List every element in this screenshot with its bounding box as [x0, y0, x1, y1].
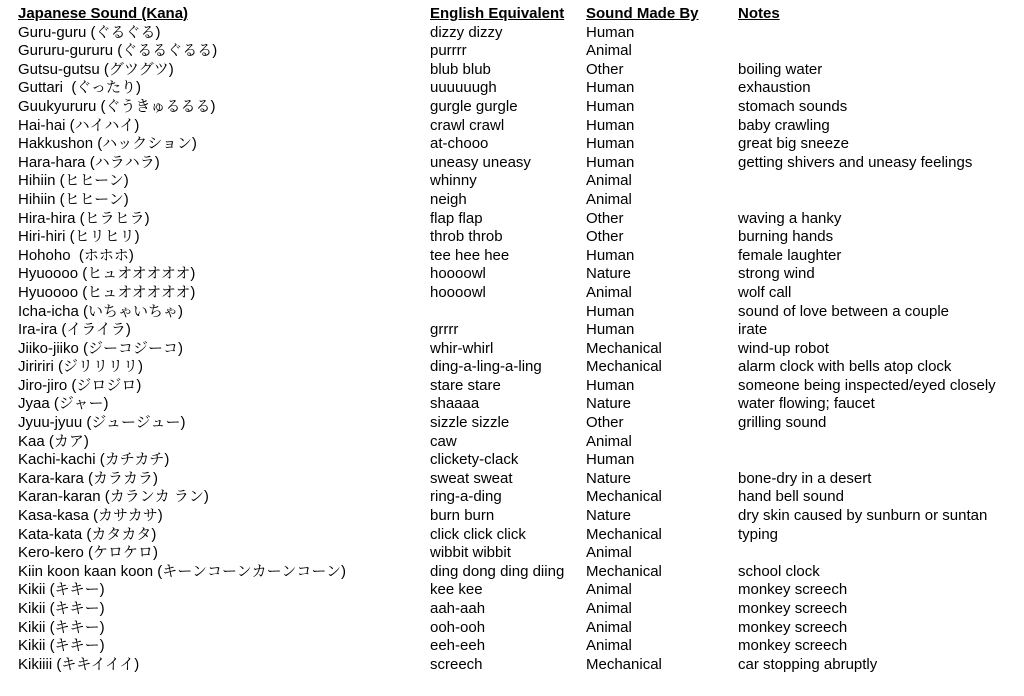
sound-made-by-cell: Human	[586, 97, 635, 115]
sound-made-by-cell: Nature	[586, 507, 632, 525]
english-equivalent-cell: ring-a-ding	[430, 488, 502, 506]
table-row	[18, 284, 1016, 303]
sound-made-by-cell: Animal	[586, 618, 632, 636]
table-row	[18, 358, 1016, 377]
english-equivalent-cell: dizzy dizzy	[430, 23, 503, 41]
sound-made-by-cell: Mechanical	[586, 339, 662, 357]
english-equivalent-cell: ding dong ding diing	[430, 562, 565, 580]
sound-made-by-cell: Human	[586, 153, 635, 171]
table-row	[18, 321, 1016, 340]
kana-cell: Hiri-hiri (ヒリヒリ)	[18, 228, 140, 246]
kana-cell: Kaa (カア)	[18, 432, 89, 450]
english-equivalent-cell: sizzle sizzle	[430, 414, 510, 432]
notes-cell: bone-dry in a desert	[738, 469, 872, 487]
english-equivalent-cell: burn burn	[430, 507, 495, 525]
kana-cell: Guttari (ぐったり)	[18, 79, 142, 97]
column-header-notes-label: Notes	[738, 5, 780, 22]
table-row	[18, 488, 1016, 507]
table-row	[18, 303, 1016, 322]
table-row	[18, 377, 1016, 396]
table-row	[18, 191, 1016, 210]
english-equivalent-cell: stare stare	[430, 376, 501, 394]
sound-made-by-cell: Human	[586, 135, 635, 153]
table-row	[18, 42, 1016, 61]
notes-cell	[738, 42, 1016, 61]
table-row	[18, 451, 1016, 470]
column-header-notes	[738, 5, 1016, 24]
kana-cell: Kikii (キキー)	[18, 581, 105, 599]
column-header-sound-made-by	[586, 5, 738, 24]
kana-cell: Kero-kero (ケロケロ)	[18, 544, 159, 562]
table-row	[18, 433, 1016, 452]
sound-made-by-cell: Human	[586, 79, 635, 97]
notes-cell: hand bell sound	[738, 488, 844, 506]
english-equivalent-cell: eeh-eeh	[430, 637, 486, 655]
notes-cell: grilling sound	[738, 414, 827, 432]
kana-cell: Hakkushon (ハックション)	[18, 135, 197, 153]
sound-made-by-cell: Nature	[586, 469, 632, 487]
sound-made-by-cell: Mechanical	[586, 562, 662, 580]
kana-cell: Hohoho (ホホホ)	[18, 246, 134, 264]
english-equivalent-cell: ding-a-ling-a-ling	[430, 358, 542, 376]
column-header-japanese-sound	[18, 5, 430, 24]
english-equivalent-cell: gurgle gurgle	[430, 97, 518, 115]
kana-cell: Kikiiii (キキイイイ)	[18, 655, 140, 673]
english-equivalent-cell: whir-whirl	[430, 339, 494, 357]
english-equivalent-cell: purrrr	[430, 42, 467, 60]
english-equivalent-cell: throb throb	[430, 228, 503, 246]
column-header-english-equivalent-label: English Equivalent	[430, 5, 565, 22]
english-equivalent-cell: tee hee hee	[430, 246, 510, 264]
notes-cell	[738, 544, 1016, 563]
sound-made-by-cell: Animal	[586, 42, 632, 60]
sound-made-by-cell: Human	[586, 321, 635, 339]
notes-cell: monkey screech	[738, 637, 848, 655]
table-row	[18, 656, 1016, 675]
kana-cell: Jiiko-jiiko (ジーコジーコ)	[18, 339, 184, 357]
notes-cell: monkey screech	[738, 600, 848, 617]
english-equivalent-cell: uneasy uneasy	[430, 153, 531, 171]
sound-made-by-cell: Other	[586, 414, 624, 432]
kana-cell: Kara-kara (カラカラ)	[18, 469, 159, 487]
table-body	[18, 24, 1016, 675]
english-equivalent-cell: sweat sweat	[430, 469, 513, 487]
notes-cell: stomach sounds	[738, 97, 848, 115]
kana-cell: Hihiin (ヒヒーン)	[18, 172, 129, 190]
english-equivalent-cell: crawl crawl	[430, 116, 505, 134]
sound-made-by-cell: Animal	[586, 544, 632, 562]
notes-cell: boiling water	[738, 60, 823, 78]
sound-made-by-cell: Human	[586, 451, 635, 469]
table-row	[18, 340, 1016, 359]
english-equivalent-cell: shaaaa	[430, 395, 480, 413]
notes-cell	[738, 24, 1016, 43]
sound-made-by-cell: Human	[586, 376, 635, 394]
kana-cell: Kikii (キキー)	[18, 600, 105, 617]
kana-cell: Jiririri (ジリリリリ)	[18, 358, 143, 376]
english-equivalent-cell: hoooowl	[430, 265, 486, 283]
sound-made-by-cell: Animal	[586, 283, 632, 301]
kana-cell: Kasa-kasa (カサカサ)	[18, 507, 163, 525]
notes-cell	[738, 433, 1016, 452]
english-equivalent-cell: whinny	[430, 172, 477, 190]
notes-cell: sound of love between a couple	[738, 302, 949, 320]
column-header-english-equivalent	[430, 5, 586, 24]
kana-cell: Icha-icha (いちゃいちゃ)	[18, 302, 184, 320]
english-equivalent-cell: at-chooo	[430, 135, 489, 153]
english-equivalent-cell	[430, 303, 586, 322]
table-row	[18, 172, 1016, 191]
sound-made-by-cell: Human	[586, 246, 635, 264]
kana-cell: Kata-kata (カタカタ)	[18, 525, 157, 543]
notes-cell: alarm clock with bells atop clock	[738, 358, 952, 376]
notes-cell: monkey screech	[738, 581, 848, 599]
table-row	[18, 228, 1016, 247]
english-equivalent-cell: flap flap	[430, 209, 483, 227]
table-row	[18, 544, 1016, 563]
kana-cell: Hyuoooo (ヒュオオオオオ)	[18, 283, 196, 301]
table-row	[18, 24, 1016, 43]
english-equivalent-cell: grrrr	[430, 321, 459, 339]
table-row	[18, 265, 1016, 284]
kana-cell: Kikii (キキー)	[18, 618, 105, 636]
english-equivalent-cell: kee kee	[430, 581, 483, 599]
table-row	[18, 247, 1016, 266]
notes-cell: getting shivers and uneasy feelings	[738, 153, 973, 171]
table-row	[18, 414, 1016, 433]
notes-cell: exhaustion	[738, 79, 811, 97]
notes-cell: burning hands	[738, 228, 834, 246]
sound-made-by-cell: Animal	[586, 190, 632, 208]
sound-made-by-cell: Human	[586, 23, 635, 41]
notes-cell: baby crawling	[738, 116, 830, 134]
notes-cell: dry skin caused by sunburn or suntan	[738, 507, 988, 525]
sound-made-by-cell: Animal	[586, 637, 632, 655]
notes-cell	[738, 172, 1016, 191]
table-row	[18, 581, 1016, 600]
kana-cell: Kikii (キキー)	[18, 637, 105, 655]
kana-cell: Karan-karan (カランカ ラン)	[18, 488, 209, 506]
notes-cell: great big sneeze	[738, 135, 849, 153]
kana-cell: Hira-hira (ヒラヒラ)	[18, 209, 150, 227]
sound-made-by-cell: Mechanical	[586, 525, 662, 543]
kana-cell: Hara-hara (ハラハラ)	[18, 153, 160, 171]
sound-made-by-cell: Animal	[586, 581, 632, 599]
table-row	[18, 117, 1016, 136]
table-row	[18, 526, 1016, 545]
table-row	[18, 210, 1016, 229]
kana-cell: Kachi-kachi (カチカチ)	[18, 451, 170, 469]
notes-cell: water flowing; faucet	[738, 395, 875, 413]
english-equivalent-cell: ooh-ooh	[430, 618, 486, 636]
sound-made-by-cell: Mechanical	[586, 488, 662, 506]
sound-made-by-cell: Mechanical	[586, 655, 662, 673]
table-row	[18, 619, 1016, 638]
notes-cell: typing	[738, 525, 779, 543]
table-header-row	[18, 5, 1016, 24]
english-equivalent-cell: caw	[430, 432, 457, 450]
sound-made-by-cell: Other	[586, 60, 624, 78]
notes-cell: irate	[738, 321, 768, 339]
kana-cell: Hai-hai (ハイハイ)	[18, 116, 140, 134]
table-row	[18, 637, 1016, 656]
kana-cell: Jiro-jiro (ジロジロ)	[18, 376, 142, 394]
kana-cell: Ira-ira (イライラ)	[18, 321, 131, 339]
notes-cell	[738, 451, 1016, 470]
column-header-japanese-sound-label: Japanese Sound (Kana)	[18, 5, 189, 22]
table-row	[18, 61, 1016, 80]
notes-cell: female laughter	[738, 246, 842, 264]
table-row	[18, 470, 1016, 489]
kana-cell: Guukyururu (ぐうきゅるるる)	[18, 97, 216, 115]
notes-cell: monkey screech	[738, 618, 848, 636]
sound-made-by-cell: Mechanical	[586, 358, 662, 376]
notes-cell: someone being inspected/eyed closely	[738, 376, 996, 394]
table-row	[18, 600, 1016, 619]
english-equivalent-cell: screech	[430, 655, 483, 673]
english-equivalent-cell: wibbit wibbit	[430, 544, 511, 562]
column-header-sound-made-by-label: Sound Made By	[586, 5, 699, 22]
english-equivalent-cell: uuuuuugh	[430, 79, 497, 97]
kana-cell: Guru-guru (ぐるぐる)	[18, 23, 161, 41]
sound-made-by-cell: Nature	[586, 265, 632, 283]
sound-made-by-cell: Nature	[586, 395, 632, 413]
sound-made-by-cell: Other	[586, 228, 624, 246]
table-row	[18, 395, 1016, 414]
english-equivalent-cell: clickety-clack	[430, 451, 519, 469]
english-equivalent-cell: blub blub	[430, 60, 491, 78]
table-row	[18, 563, 1016, 582]
sound-made-by-cell: Human	[586, 116, 635, 134]
notes-cell: car stopping abruptly	[738, 655, 878, 673]
sound-made-by-cell: Human	[586, 302, 635, 320]
sound-made-by-cell: Animal	[586, 600, 632, 617]
sound-made-by-cell: Other	[586, 209, 624, 227]
kana-cell: Hyuoooo (ヒュオオオオオ)	[18, 265, 196, 283]
table-row	[18, 507, 1016, 526]
table-row	[18, 79, 1016, 98]
sound-made-by-cell: Animal	[586, 432, 632, 450]
notes-cell	[738, 191, 1016, 210]
notes-cell: wolf call	[738, 283, 792, 301]
english-equivalent-cell: hoooowl	[430, 283, 486, 301]
table-row	[18, 98, 1016, 117]
kana-cell: Jyaa (ジャー)	[18, 395, 109, 413]
kana-cell: Jyuu-jyuu (ジュージュー)	[18, 414, 186, 432]
notes-cell: school clock	[738, 562, 820, 580]
kana-cell: Hihiin (ヒヒーン)	[18, 190, 129, 208]
kana-cell: Gutsu-gutsu (グツグツ)	[18, 60, 174, 78]
english-equivalent-cell: aah-aah	[430, 600, 486, 617]
kana-cell: Kiin koon kaan koon (キーンコーンカーンコーン)	[18, 562, 347, 580]
table-row	[18, 154, 1016, 173]
english-equivalent-cell: click click click	[430, 525, 526, 543]
english-equivalent-cell: neigh	[430, 190, 467, 208]
sound-made-by-cell: Animal	[586, 172, 632, 190]
notes-cell: strong wind	[738, 265, 815, 283]
kana-cell: Gururu-gururu (ぐるるぐるる)	[18, 42, 218, 60]
table-row	[18, 135, 1016, 154]
notes-cell: waving a hanky	[738, 209, 842, 227]
notes-cell: wind-up robot	[738, 339, 829, 357]
